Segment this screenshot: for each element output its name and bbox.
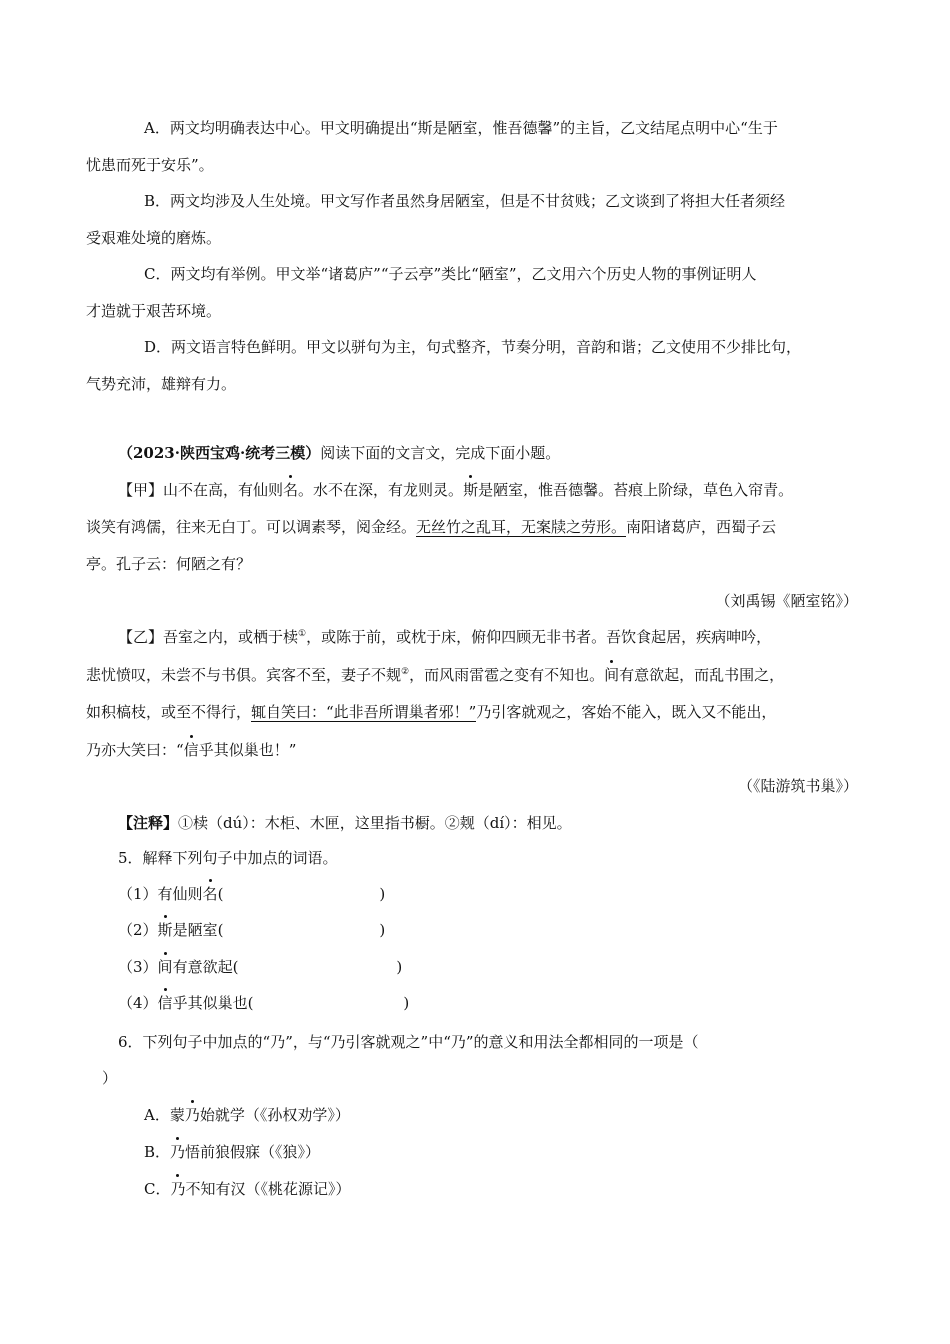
q5-stem: 5．解释下列句子中加点的词语。 bbox=[118, 849, 338, 867]
dotted-word: 名 bbox=[283, 481, 299, 499]
passage-yi-line4 bbox=[86, 740, 296, 760]
option-a-line1: A．两文均明确表达中心。甲文明确提出“斯是陋室，惟吾德馨”的主旨，乙文结尾点明中心“生于 bbox=[144, 119, 778, 137]
passage-yi-line2 bbox=[86, 665, 784, 685]
question-instruction: 阅读下面的文言文，完成下面小题。 bbox=[320, 444, 561, 462]
q5-item-1 bbox=[118, 884, 385, 904]
item-text: （4） bbox=[118, 994, 158, 1012]
option-d-line1: D．两文语言特色鲜明。甲文以骈句为主，句式整齐，节奏分明，音韵和谐；乙文使用不少排比句， bbox=[144, 338, 802, 356]
q6-option-a bbox=[144, 1105, 350, 1125]
passage-text: 谈笑有鸿儒，往来无白丁。可以调素琴，阅金经。 bbox=[86, 518, 417, 536]
option-b-line1: B．两文均涉及人生处境。甲文写作者虽然身居陋室，但是不甘贫贱；乙文谈到了将担大任者须经 bbox=[144, 192, 786, 210]
footnote-marker: ② bbox=[401, 667, 410, 677]
item-text: （2） bbox=[118, 921, 158, 939]
passage-jia-line1 bbox=[118, 480, 793, 500]
item-text: ) bbox=[379, 885, 386, 903]
passage-yi-label: 【乙】 bbox=[118, 628, 164, 646]
passage-jia-line3: 亭。孔子云：何陋之有？ bbox=[86, 555, 252, 573]
passage-text: 乎其似巢也！” bbox=[198, 741, 297, 759]
option-text: C． bbox=[144, 1180, 171, 1198]
item-text: 乎其似巢也( bbox=[172, 994, 254, 1012]
item-text: （3） bbox=[118, 958, 158, 976]
passage-jia-source: （刘禹锡《陋室铭》） bbox=[715, 592, 858, 610]
note-text: ①椟（dú）：木柜、木匣，这里指书橱。②觌（dí）：相见。 bbox=[178, 814, 572, 832]
item-text: 有意欲起( bbox=[172, 958, 239, 976]
item-text: ) bbox=[403, 994, 410, 1012]
option-text: 始就学（《孙权劝学》） bbox=[199, 1106, 350, 1124]
passage-text: 。水不在深，有龙则灵。 bbox=[298, 481, 464, 499]
dotted-word: 间 bbox=[604, 666, 620, 684]
underlined-sentence: 辄自笑曰：“此非吾所谓巢者邪！” bbox=[251, 703, 477, 721]
underlined-sentence: 无丝竹之乱耳，无案牍之劳形。 bbox=[416, 518, 627, 536]
footnote-marker: ① bbox=[298, 629, 307, 639]
passage-text: ，而风雨雷雹之变有不知也。 bbox=[409, 666, 605, 684]
dotted-word: 间 bbox=[157, 958, 173, 976]
option-c-line1: C．两文均有举例。甲文举“诸葛庐”“子云亭”类比“陋室”，乙文用六个历史人物的事例证明人 bbox=[144, 265, 757, 283]
item-text: 是陋室( bbox=[172, 921, 224, 939]
dotted-word: 斯 bbox=[463, 481, 479, 499]
annotation-note bbox=[118, 813, 572, 833]
passage-text: 吾室之内，或栖于椟 bbox=[163, 628, 299, 646]
q5-item-3 bbox=[118, 957, 402, 977]
passage-text: 是陋室，惟吾德馨。苔痕上阶绿，草色入帘青。 bbox=[478, 481, 794, 499]
dotted-word: 名 bbox=[202, 885, 218, 903]
passage-jia-line2 bbox=[86, 517, 776, 537]
passage-text: 乃引客就观之，客始不能入，既入又不能出， bbox=[476, 703, 777, 721]
passage-text: 乃亦大笑曰：“ bbox=[86, 741, 184, 759]
q5-item-2 bbox=[118, 920, 385, 940]
dotted-word: 乃 bbox=[184, 1106, 200, 1124]
dotted-word: 乃 bbox=[170, 1143, 186, 1161]
item-text: ) bbox=[379, 921, 386, 939]
q6-option-c bbox=[144, 1179, 351, 1199]
item-text: ( bbox=[217, 885, 224, 903]
option-text: 不知有汉（《桃花源记》） bbox=[185, 1180, 351, 1198]
passage-text: 山不在高，有仙则 bbox=[163, 481, 284, 499]
option-b-line2: 受艰难处境的磨炼。 bbox=[86, 229, 222, 247]
q6-stem: 6．下列句子中加点的“乃”，与“乃引客就观之”中“乃”的意义和用法全都相同的一项是（ bbox=[118, 1033, 699, 1051]
dotted-word: 斯 bbox=[157, 921, 173, 939]
option-text: 悟前狼假寐（《狼》） bbox=[185, 1143, 321, 1161]
option-text: B． bbox=[144, 1143, 171, 1161]
question-header bbox=[118, 443, 560, 463]
dotted-word: 信 bbox=[157, 994, 173, 1012]
passage-text: 如积槁枝，或至不得行， bbox=[86, 703, 252, 721]
q6-option-b bbox=[144, 1142, 320, 1162]
dotted-word: 信 bbox=[183, 741, 199, 759]
passage-text: 悲忧愤叹，未尝不与书俱。宾客不至，妻子不觌 bbox=[86, 666, 402, 684]
q5-item-4 bbox=[118, 993, 409, 1013]
dotted-word: 乃 bbox=[170, 1180, 186, 1198]
option-text: A．蒙 bbox=[144, 1106, 185, 1124]
option-d-line2: 气势充沛，雄辩有力。 bbox=[86, 375, 237, 393]
item-text: ) bbox=[396, 958, 403, 976]
option-c-line2: 才造就于艰苦环境。 bbox=[86, 302, 222, 320]
question-source: （2023·陕西宝鸡·统考三模） bbox=[118, 444, 321, 462]
passage-jia-label: 【甲】 bbox=[118, 481, 164, 499]
passage-text: ，或陈于前，或枕于床，俯仰四顾无非书者。吾饮食起居，疾病呻吟， bbox=[306, 628, 772, 646]
option-a-line2: 忧患而死于安乐”。 bbox=[86, 156, 214, 174]
passage-text: 南阳诸葛庐，西蜀子云 bbox=[626, 518, 777, 536]
q6-stem-close: ） bbox=[102, 1069, 118, 1087]
passage-yi-line3 bbox=[86, 702, 776, 722]
passage-text: 有意欲起，而乱书围之， bbox=[619, 666, 785, 684]
note-label: 【注释】 bbox=[118, 814, 179, 832]
item-text: （1）有仙则 bbox=[118, 885, 203, 903]
passage-yi-line1 bbox=[118, 627, 771, 647]
passage-yi-source: （《陆游筑书巢》） bbox=[737, 777, 858, 795]
